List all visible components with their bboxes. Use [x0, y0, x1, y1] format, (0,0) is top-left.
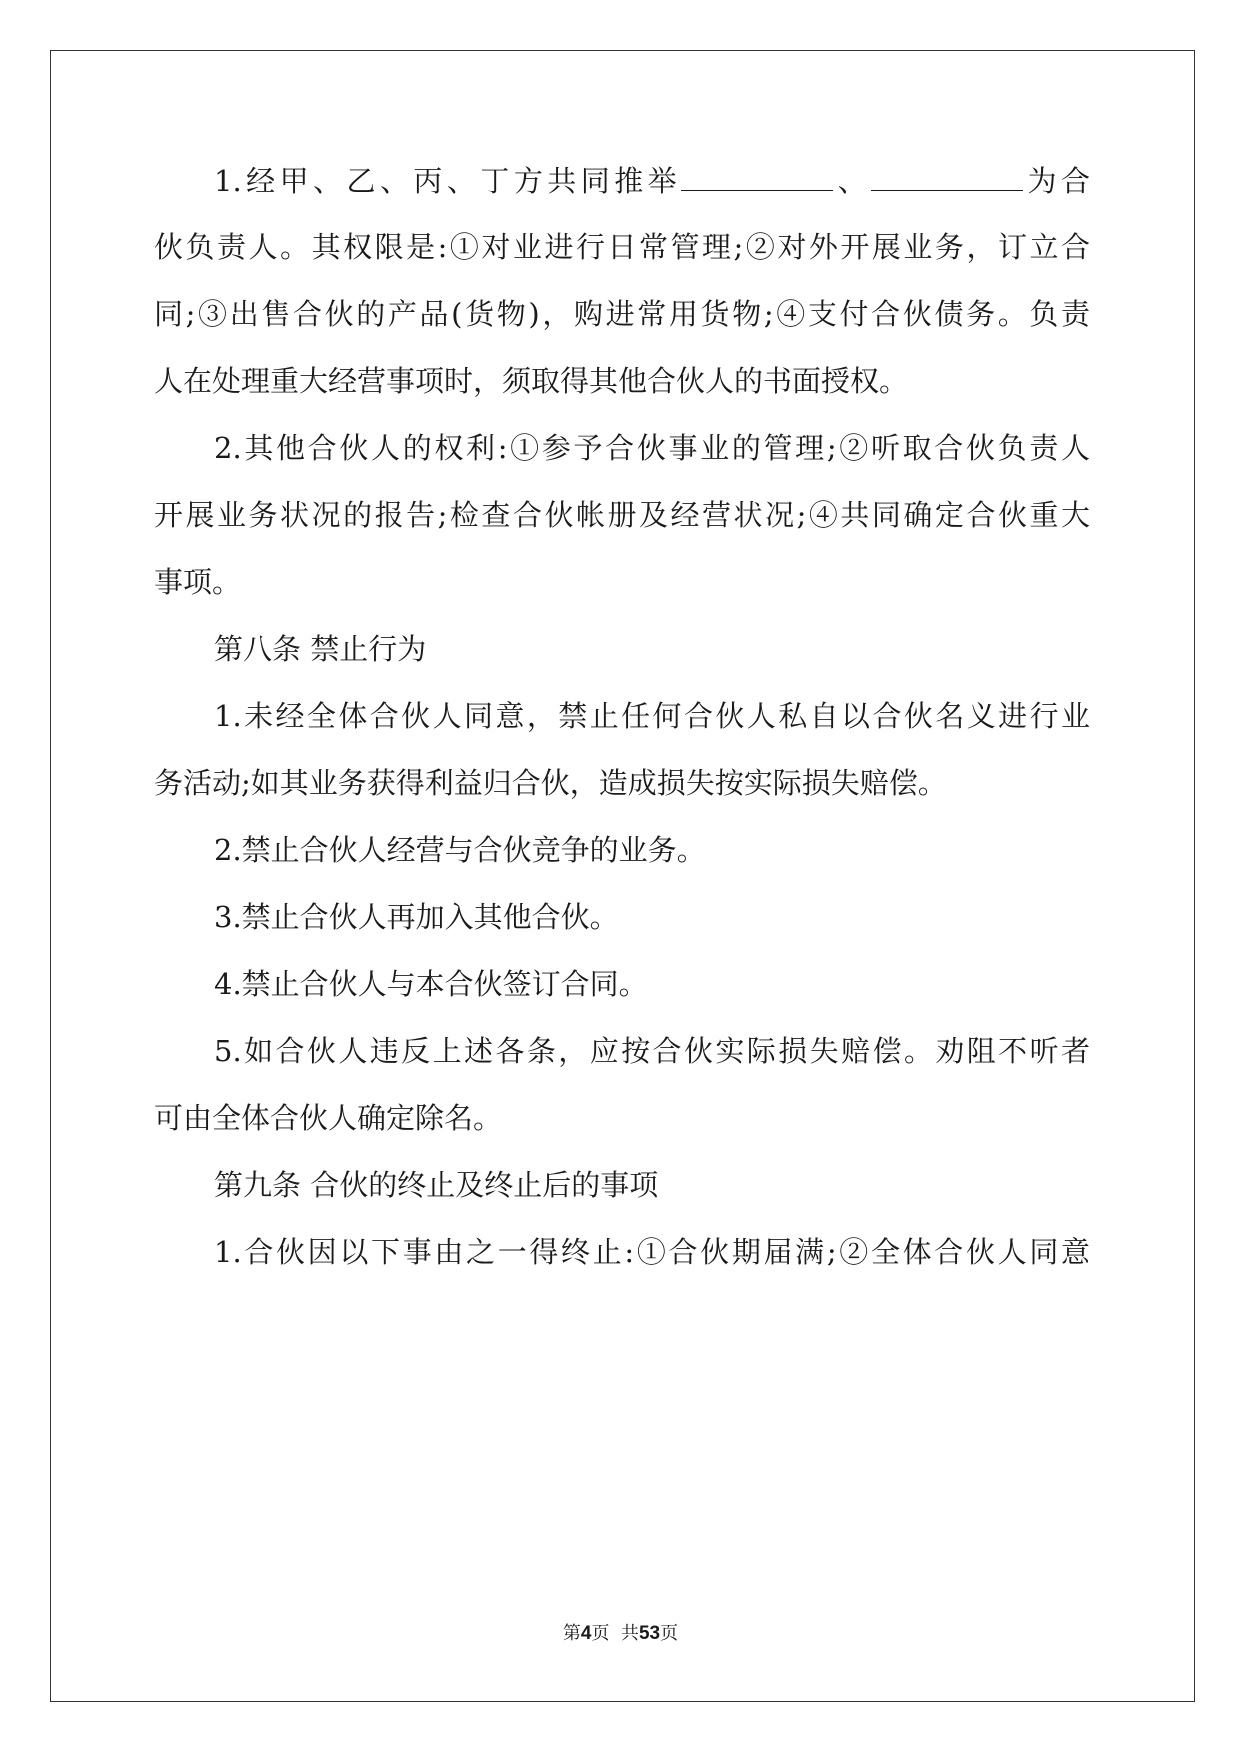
total-page-count: 53	[638, 1623, 661, 1644]
current-page-number: 4	[580, 1623, 592, 1644]
footer-mid: 页 共	[591, 1623, 639, 1644]
text-run: 为合	[1023, 164, 1090, 198]
paragraph-line	[214, 160, 1090, 200]
paragraph-line: 务活动;如其业务获得利益归合伙，造成损失按实际损失赔偿。	[154, 766, 947, 800]
footer-suffix: 页	[660, 1623, 679, 1644]
section-heading: 第八条 禁止行为	[214, 632, 427, 666]
paragraph-line: 1.未经全体合伙人同意，禁止任何合伙人私自以合伙名义进行业	[214, 699, 1090, 733]
text-run: 1.经甲、乙、丙、丁方共同推举	[214, 164, 682, 198]
fill-blank	[681, 160, 833, 191]
footer-prefix: 第	[562, 1623, 581, 1644]
paragraph-line: 同;③出售合伙的产品(货物)，购进常用货物;④支付合伙债务。负责	[154, 297, 1090, 331]
fill-blank	[871, 160, 1023, 191]
paragraph-line: 伙负责人。其权限是:①对业进行日常管理;②对外开展业务，订立合	[154, 230, 1090, 264]
section-heading: 第九条 合伙的终止及终止后的事项	[214, 1168, 659, 1202]
paragraph-line: 事项。	[154, 565, 242, 599]
paragraph-line: 5.如合伙人违反上述各条，应按合伙实际损失赔偿。劝阻不听者	[214, 1034, 1090, 1068]
paragraph-line: 2.其他合伙人的权利:①参予合伙事业的管理;②听取合伙负责人	[214, 431, 1090, 465]
paragraph-line: 可由全体合伙人确定除名。	[154, 1101, 503, 1135]
paragraph-line: 开展业务状况的报告;检查合伙帐册及经营状况;④共同确定合伙重大	[154, 498, 1090, 532]
text-run: 、	[833, 164, 872, 198]
paragraph-line: 2.禁止合伙人经营与合伙竞争的业务。	[214, 833, 706, 867]
paragraph-line: 1.合伙因以下事由之一得终止:①合伙期届满;②全体合伙人同意	[214, 1235, 1090, 1269]
page-footer	[0, 1619, 1241, 1645]
paragraph-line: 人在处理重大经营事项时，须取得其他合伙人的书面授权。	[154, 364, 909, 398]
paragraph-line: 4.禁止合伙人与本合伙签订合同。	[214, 967, 648, 1001]
paragraph-line: 3.禁止合伙人再加入其他合伙。	[214, 900, 619, 934]
